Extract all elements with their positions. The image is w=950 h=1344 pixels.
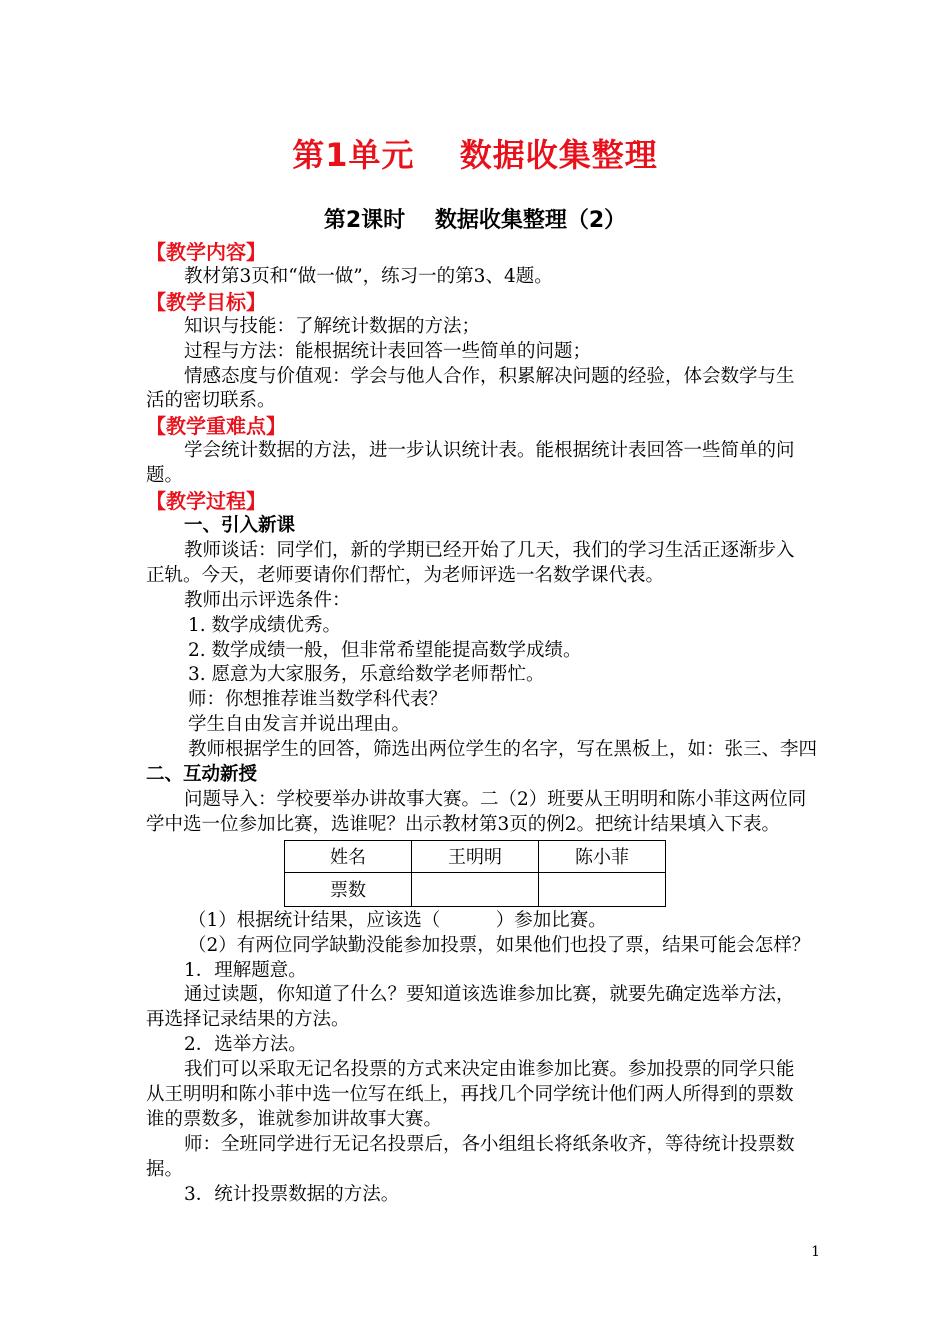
subheading: 一、引入新课 <box>184 514 296 536</box>
paragraph: （1）根据统计结果，应该选（ ）参加比赛。 <box>188 909 607 931</box>
paragraph: 教师根据学生的回答，筛选出两位学生的名字，写在黑板上，如：张三、李四 <box>188 739 818 761</box>
section-heading-process: 【教学过程】 <box>146 489 266 514</box>
unit-title: 第1单元 数据收集整理 <box>292 136 658 174</box>
table-cell: 陈小菲 <box>539 840 666 872</box>
paragraph: 活的密切联系。 <box>146 390 276 412</box>
paragraph: 学会统计数据的方法，进一步认识统计表。能根据统计表回答一些简单的问 <box>184 440 795 462</box>
paragraph: 2．选举方法。 <box>184 1034 307 1056</box>
paragraph: 知识与技能：了解统计数据的方法； <box>184 315 481 337</box>
list-item: 2. 数学成绩一般，但非常希望能提高数学成绩。 <box>188 639 582 661</box>
paragraph: 教师谈话：同学们，新的学期已经开始了几天，我们的学习生活正逐渐步入 <box>184 539 795 561</box>
paragraph: 正轨。今天，老师要请你们帮忙，为老师评选一名数学课代表。 <box>146 564 665 586</box>
table-cell <box>412 872 539 906</box>
table-cell <box>539 872 666 906</box>
table-row <box>285 872 666 906</box>
table-cell: 票数 <box>285 872 412 906</box>
paragraph: 通过读题，你知道了什么？要知道该选谁参加比赛，就要先确定选举方法， <box>184 984 795 1006</box>
table-cell: 王明明 <box>412 840 539 872</box>
paragraph: 从王明明和陈小菲中选一位写在纸上，再找几个同学统计他们两人所得到的票数 <box>146 1084 794 1106</box>
section-heading-goals: 【教学目标】 <box>146 289 266 314</box>
subheading: 二、互动新授 <box>146 764 258 786</box>
lesson-title: 第2课时 数据收集整理（2） <box>323 208 627 233</box>
section-heading-key-points: 【教学重难点】 <box>146 414 286 439</box>
section-heading-content: 【教学内容】 <box>146 240 266 264</box>
table-row <box>285 840 666 872</box>
paragraph: 再选择记录结果的方法。 <box>146 1009 350 1031</box>
paragraph: （2）有两位同学缺勤没能参加投票，如果他们也投了票，结果可能会怎样？ <box>188 934 811 956</box>
paragraph: 学生自由发言并说出理由。 <box>188 714 411 736</box>
paragraph: 题。 <box>146 465 184 487</box>
paragraph: 谁的票数多，谁就参加讲故事大赛。 <box>146 1109 443 1130</box>
paragraph: 教师出示评选条件： <box>184 589 351 611</box>
table-cell: 姓名 <box>285 840 412 872</box>
paragraph: 我们可以采取无记名投票的方式来决定由谁参加比赛。参加投票的同学只能 <box>184 1059 795 1081</box>
paragraph: 1．理解题意。 <box>184 959 307 981</box>
vote-table <box>284 840 666 907</box>
paragraph: 据。 <box>146 1158 184 1180</box>
paragraph: 教材第3页和“做一做”，练习一的第3、4题。 <box>184 265 553 287</box>
paragraph: 过程与方法：能根据统计表回答一些简单的问题； <box>184 340 592 362</box>
list-item: 1. 数学成绩优秀。 <box>188 614 342 636</box>
paragraph: 学中选一位参加比赛，选谁呢？出示教材第3页的例2。把统计结果填入下表。 <box>146 813 781 835</box>
paragraph: 问题导入：学校要举办讲故事大赛。二（2）班要从王明明和陈小菲这两位同 <box>184 788 807 810</box>
list-item: 3. 愿意为大家服务，乐意给数学老师帮忙。 <box>188 664 545 686</box>
page-number: 1 <box>811 1244 820 1260</box>
paragraph: 情感态度与价值观：学会与他人合作，积累解决问题的经验，体会数学与生 <box>184 365 795 387</box>
document-body <box>146 240 818 1208</box>
paragraph: 3．统计投票数据的方法。 <box>184 1183 400 1205</box>
paragraph: 师：你想推荐谁当数学科代表？ <box>188 689 448 711</box>
paragraph: 师：全班同学进行无记名投票后，各小组组长将纸条收齐，等待统计投票数 <box>184 1133 795 1155</box>
